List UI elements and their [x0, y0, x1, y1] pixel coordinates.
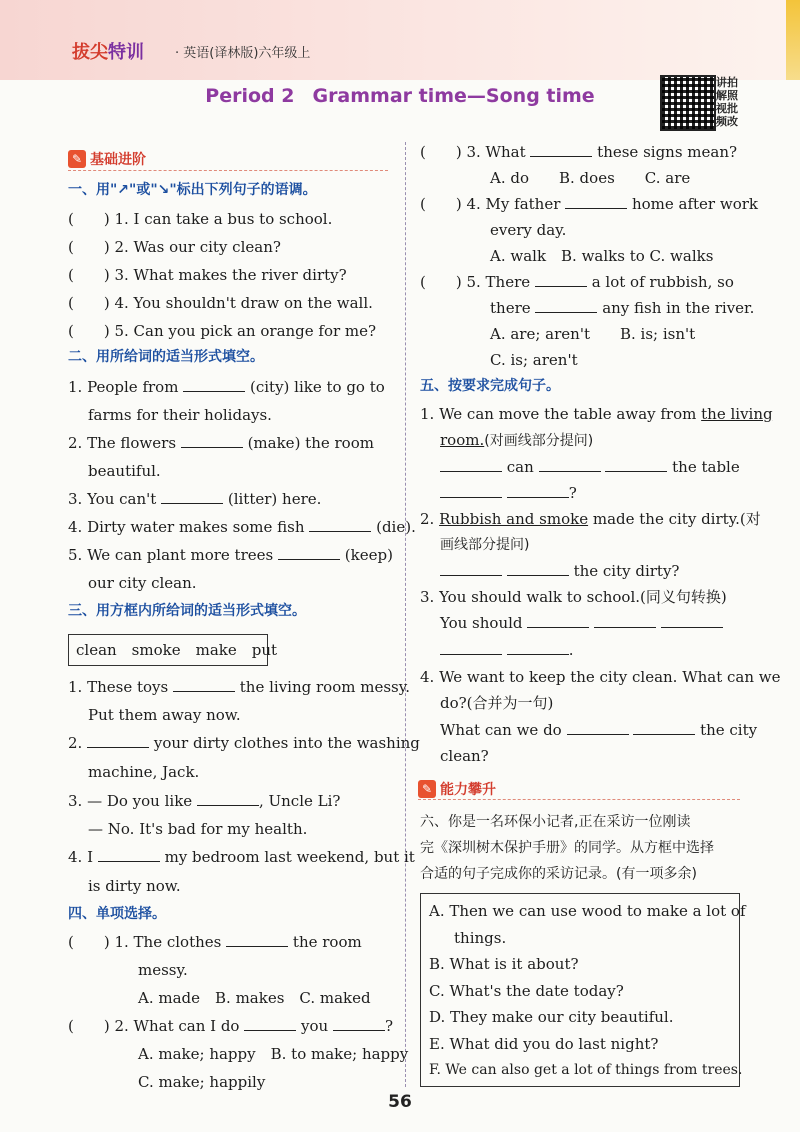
s3-q3: 3. — Do you like , Uncle Li? [68, 792, 341, 810]
s2-q5-cont: our city clean. [88, 574, 197, 592]
answer-blank[interactable] [197, 791, 259, 806]
s4-q5-options-1: A. are; aren't B. is; isn't [490, 325, 696, 343]
answer-blank[interactable] [87, 733, 149, 748]
s5-q2-answer: the city dirty? [440, 561, 679, 581]
answer-blank[interactable] [226, 932, 288, 947]
s1-q1: ( ) 1. I can take a bus to school. [68, 210, 333, 228]
s3-q3-cont: — No. It's bad for my health. [88, 820, 308, 838]
answer-blank[interactable] [530, 142, 592, 157]
s2-q2: 2. The flowers (make) the room [68, 434, 374, 452]
answer-blank[interactable] [539, 457, 601, 472]
answer-blank[interactable] [309, 517, 371, 532]
s5-q1: 1. We can move the table away from the living [420, 405, 773, 423]
answer-blank[interactable] [440, 457, 502, 472]
s4-q5-options-2: C. is; aren't [490, 351, 578, 369]
page-title: Period 2 Grammar time—Song time [205, 85, 595, 107]
s4-q4-options: A. walk B. walks to C. walks [490, 247, 714, 265]
s4-q5-cont: there any fish in the river. [490, 299, 755, 317]
s4-q2-options-2: C. make; happily [138, 1073, 266, 1091]
answer-blank[interactable] [535, 272, 587, 287]
option-f: F. We can also get a lot of things from trees. [429, 1062, 743, 1078]
answer-blank[interactable] [98, 847, 160, 862]
s5-q4-cont: do?(合并为一句) [440, 694, 554, 712]
option-c: C. What's the date today? [429, 982, 624, 1000]
s5-q2-cont: 画线部分提问) [440, 537, 530, 553]
s6-heading-2: 完《深圳树木保护手册》的同学。从方框中选择 [420, 840, 714, 856]
option-a-cont: things. [454, 929, 507, 947]
s5-q3: 3. You should walk to school.(同义句转换) [420, 588, 727, 606]
s2-q4: 4. Dirty water makes some fish (die). [68, 518, 416, 536]
s4-q4-cont: every day. [490, 221, 567, 239]
s5-q1-cont: room.(对画线部分提问) [440, 431, 594, 449]
s5-q1-answer-1: can the table [440, 457, 740, 477]
answer-blank[interactable] [333, 1016, 385, 1031]
s3-q1: 1. These toys the living room messy. [68, 678, 410, 696]
answer-blank[interactable] [278, 545, 340, 560]
answer-blank[interactable] [183, 377, 245, 392]
answer-blank[interactable] [605, 457, 667, 472]
s5-q1-answer-2: ? [440, 483, 577, 503]
s4-q3-options: A. do B. does C. are [490, 169, 691, 187]
qr-code-icon[interactable] [660, 75, 716, 131]
answer-blank[interactable] [527, 613, 589, 628]
page-edge-stripe [786, 0, 800, 80]
s4-q1: ( ) 1. The clothes the room [68, 933, 362, 951]
answer-blank[interactable] [567, 720, 629, 735]
s2-q3: 3. You can't (litter) here. [68, 490, 322, 508]
s5-q4: 4. We want to keep the city clean. What can we [420, 668, 781, 686]
s1-q2: ( ) 2. Was our city clean? [68, 238, 281, 256]
s1-q4: ( ) 4. You shouldn't draw on the wall. [68, 294, 373, 312]
s5-q3-answer-1: You should [440, 613, 723, 633]
s3-q4: 4. I my bedroom last weekend, but it [68, 848, 415, 866]
section-tag-ability: ✎ 能力攀升 [418, 778, 496, 800]
s4-q2-options-1: A. make; happy B. to make; happy [138, 1045, 409, 1063]
s1-q5: ( ) 5. Can you pick an orange for me? [68, 322, 377, 340]
option-e: E. What did you do last night? [429, 1035, 659, 1053]
answer-blank[interactable] [181, 433, 243, 448]
tag-underline [418, 799, 740, 800]
s1-q3: ( ) 3. What makes the river dirty? [68, 266, 347, 284]
series-logo: 拔尖特训 [72, 42, 144, 63]
answer-blank[interactable] [507, 640, 569, 655]
section-4-heading: 四、单项选择。 [68, 906, 166, 922]
s4-q3: ( ) 3. What these signs mean? [420, 143, 738, 161]
answer-blank[interactable] [440, 640, 502, 655]
s4-q5: ( ) 5. There a lot of rubbish, so [420, 273, 734, 291]
options-box [420, 893, 746, 1087]
answer-blank[interactable] [507, 561, 569, 576]
answer-blank[interactable] [535, 298, 597, 313]
s2-q5: 5. We can plant more trees (keep) [68, 546, 393, 564]
section-tag-basic: ✎ 基础进阶 [68, 148, 146, 170]
word-box [68, 634, 278, 666]
qr-caption: 讲拍解照视批频改 [716, 76, 738, 128]
answer-blank[interactable] [161, 489, 223, 504]
option-b: B. What is it about? [429, 955, 579, 973]
s6-heading-1: 六、你是一名环保小记者,正在采访一位刚读 [420, 814, 691, 830]
section-5-heading: 五、按要求完成句子。 [420, 378, 560, 394]
answer-blank[interactable] [507, 483, 569, 498]
s5-q2: 2. Rubbish and smoke made the city dirty.(对 [420, 510, 761, 528]
answer-blank[interactable] [565, 194, 627, 209]
s4-q2: ( ) 2. What can I do you ? [68, 1017, 394, 1035]
s4-q1-options: A. made B. makes C. maked [138, 989, 371, 1007]
s5-q3-answer-2: . [440, 640, 574, 660]
section-2-heading: 二、用所给词的适当形式填空。 [68, 349, 264, 365]
pencil-icon: ✎ [418, 780, 436, 798]
column-divider [405, 142, 406, 1087]
pencil-icon: ✎ [68, 150, 86, 168]
page-number: 56 [388, 1092, 412, 1112]
answer-blank[interactable] [440, 561, 502, 576]
answer-blank[interactable] [633, 720, 695, 735]
s4-q4: ( ) 4. My father home after work [420, 195, 758, 213]
section-1-heading: 一、用"↗"或"↘"标出下列句子的语调。 [68, 182, 317, 198]
answer-blank[interactable] [244, 1016, 296, 1031]
s5-q4-answer-cont: clean? [440, 747, 489, 765]
answer-blank[interactable] [173, 677, 235, 692]
answer-blank[interactable] [661, 613, 723, 628]
s2-q1: 1. People from (city) like to go to [68, 378, 385, 396]
s2-q1-cont: farms for their holidays. [88, 406, 272, 424]
s3-q1-cont: Put them away now. [88, 706, 241, 724]
s2-q2-cont: beautiful. [88, 462, 161, 480]
answer-blank[interactable] [594, 613, 656, 628]
tag-underline [68, 170, 388, 171]
s3-q2: 2. your dirty clothes into the washing [68, 734, 420, 752]
s6-heading-3: 合适的句子完成你的采访记录。(有一项多余) [420, 866, 697, 882]
answer-blank[interactable] [440, 483, 502, 498]
s5-q4-answer: What can we do the city [440, 721, 758, 739]
section-3-heading: 三、用方框内所给词的适当形式填空。 [68, 603, 306, 619]
option-d: D. They make our city beautiful. [429, 1008, 674, 1026]
s3-q4-cont: is dirty now. [88, 877, 181, 895]
book-subtitle: · 英语(译林版)六年级上 [175, 46, 311, 61]
s4-q1-cont: messy. [138, 961, 188, 979]
s3-q2-cont: machine, Jack. [88, 763, 200, 781]
option-a: A. Then we can use wood to make a lot of [429, 902, 746, 920]
word-box-text: clean smoke make put [76, 641, 278, 659]
